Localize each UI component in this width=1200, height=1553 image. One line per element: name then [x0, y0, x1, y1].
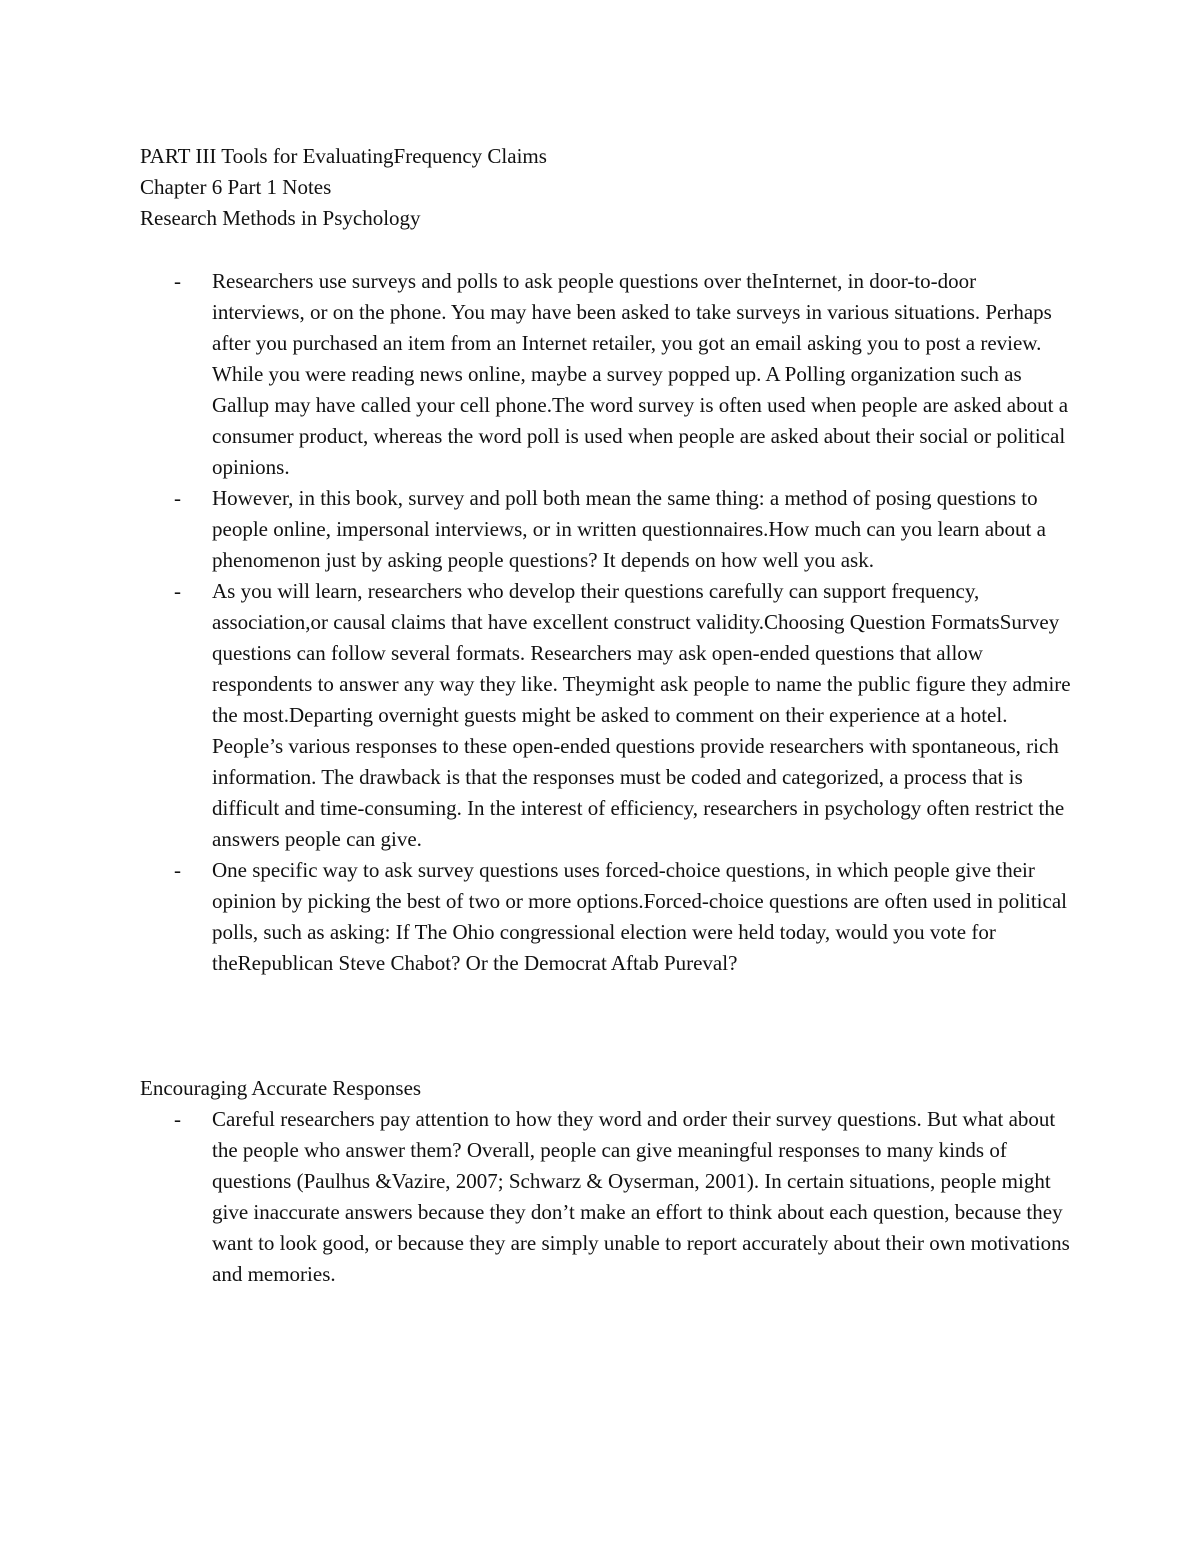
part-title: PART III Tools for EvaluatingFrequency Claims [140, 144, 547, 168]
list-item [140, 483, 1070, 576]
list-item-text: However, in this book, survey and poll both mean the same thing: a method of posing questions to people online, impersonal interviews, or in written questionnaires.How much can you learn about a phenomenon just by asking people questions? It depends on how well you ask. [212, 486, 1046, 572]
list-item-text: As you will learn, researchers who develop their questions carefully can support frequency, association,or causal claims that have excellent construct validity.Choosing Question FormatsSurvey questions can follow several formats. Researchers may ask open-ended questions that allow respondents to answer any way they like. Theymight ask people to name the public figure they admire the most.Departing overnight guests might be asked to comment on their experience at a hotel. People’s various responses to these open-ended questions provide researchers with spontaneous, rich information. The drawback is that the responses must be coded and categorized, a process that is difficult and time-consuming. In the interest of efficiency, researchers in psychology often restrict the answers people can give. [212, 579, 1071, 851]
notes-section-1 [140, 266, 1070, 979]
section-heading: Encouraging Accurate Responses [140, 1076, 422, 1100]
list-item-text: One specific way to ask survey questions uses forced-choice questions, in which people give their opinion by picking the best of two or more options.Forced-choice questions are often used in political polls, such as asking: If The Ohio congressional election were held today, would you vote for theRepublican Steve Chabot? Or the Democrat Aftab Pureval? [212, 858, 1067, 975]
list-item [140, 855, 1070, 979]
bullet-dash: - [174, 486, 181, 510]
list-item-text: Careful researchers pay attention to how they word and order their survey questions. But what about the people who answer them? Overall, people can give meaningful responses to many kinds of questions (Paulhus &Vazire, 2007; Schwarz & Oyserman, 2001). In certain situations, people might give inaccurate answers because they don’t make an effort to think about each question, because they want to look good, or because they are simply unable to report accurately about their own motivations and memories. [212, 1107, 1070, 1286]
list-item [140, 266, 1070, 483]
list-item [140, 1104, 1070, 1290]
list-item [140, 576, 1070, 855]
document-header [140, 141, 547, 234]
bullet-dash: - [174, 269, 181, 293]
notes-section-2 [140, 1073, 1070, 1290]
bullet-dash: - [174, 1107, 181, 1131]
course-title: Research Methods in Psychology [140, 206, 421, 230]
bullet-dash: - [174, 579, 181, 603]
list-item-text: Researchers use surveys and polls to ask people questions over theInternet, in door-to-door interviews, or on the phone. You may have been asked to take surveys in various situations. Perhaps after you purchased an item from an Internet retailer, you got an email asking you to post a review. While you were reading news online, maybe a survey popped up. A Polling organization such as Gallup may have called your cell phone.The word survey is often used when people are asked about a consumer product, whereas the word poll is used when people are asked about their social or political opinions. [212, 269, 1069, 479]
chapter-title: Chapter 6 Part 1 Notes [140, 175, 332, 199]
bullet-dash: - [174, 858, 181, 882]
